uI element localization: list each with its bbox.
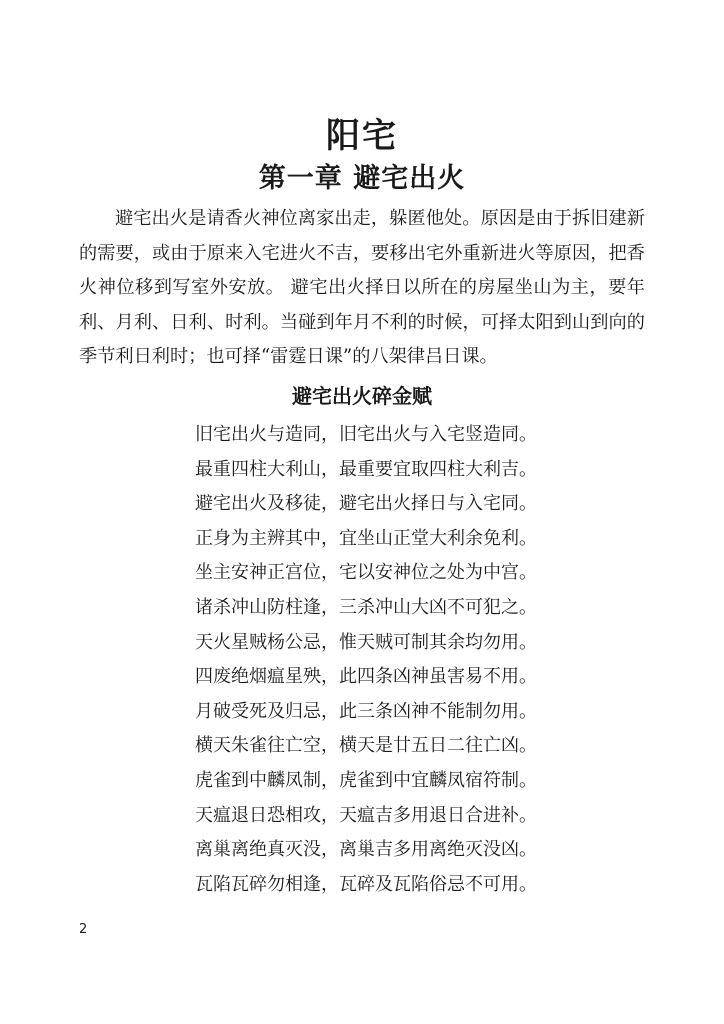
verse-line: 月破受死及归忌，此三条凶神不能制勿用。 [195, 700, 537, 722]
verse-line: 天火星贼杨公忌，惟天贼可制其余均勿用。 [195, 631, 537, 653]
verse-line: 诸杀冲山防柱逢，三杀冲山大凶不可犯之。 [195, 596, 537, 618]
verse-line: 正身为主辨其中，宜坐山正堂大利余免利。 [195, 527, 537, 549]
verse-line: 最重四柱大利山，最重要宜取四柱大利吉。 [195, 458, 537, 480]
verse-line: 避宅出火及移徒，避宅出火择日与入宅同。 [195, 493, 537, 515]
verse-line: 四废绝烟瘟星殃，此四条凶神虽害易不用。 [195, 666, 537, 688]
verse-line: 坐主安神正宫位，宅以安神位之处为中宫。 [195, 562, 537, 584]
verse-list [195, 418, 575, 902]
verse-line: 瓦陷瓦碎勿相逢，瓦碎及瓦陷俗忌不可用。 [195, 873, 537, 895]
verse-line: 天瘟退日恐相攻，天瘟吉多用退日合进补。 [195, 804, 537, 826]
page-number: 2 [79, 922, 88, 937]
chapter-heading: 第一章 避宅出火 [258, 163, 466, 194]
verse-line: 离巢离绝真灭没，离巢吉多用离绝灭没凶。 [195, 839, 537, 861]
verse-line: 虎雀到中麟凤制，虎雀到中宜麟凤宿符制。 [195, 769, 537, 791]
body-paragraph: 避宅出火是请香火神位离家出走，躲匿他处。原因是由于拆旧建新的需要，或由于原来入宅进火不吉，要移出宅外重新进火等原因，把香火神位移到写室外安放。 避宅出火择日以所在的房屋坐山为主，要年利、月利、日利、时利。当碰到年月不利的时候，可择太阳到山到向的季节利日利时；也可择“雷霆日课”的八架律吕日课。 [79, 208, 645, 367]
section-heading: 避宅出火碎金赋 [292, 384, 432, 408]
verse-line: 旧宅出火与造同，旧宅出火与入宅竖造同。 [195, 424, 537, 445]
page-title: 阳宅 [326, 116, 398, 156]
verse-line: 横天朱雀往亡空，横天是廿五日二往亡凶。 [195, 735, 537, 757]
